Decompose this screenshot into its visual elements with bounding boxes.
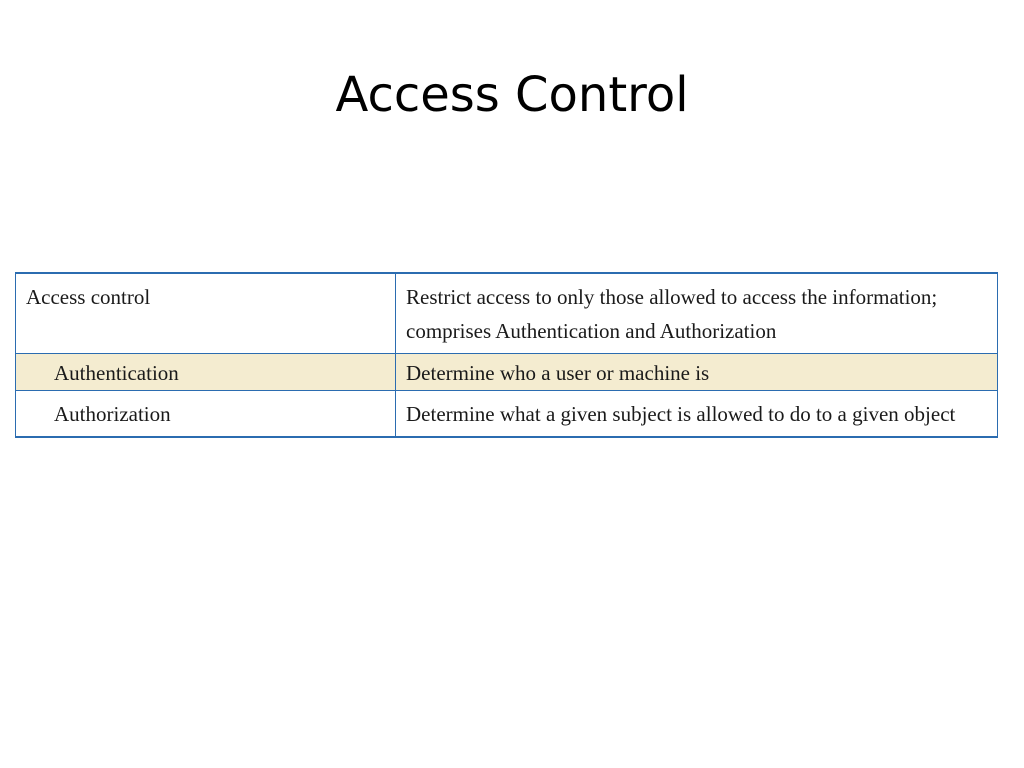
table-row	[16, 273, 998, 354]
definition-access-control: Restrict access to only those allowed to access the information; comprises Authentication and Authorization	[396, 273, 998, 354]
slide-title: Access Control	[335, 67, 689, 123]
definition-table	[15, 272, 998, 438]
term-authorization: Authorization	[16, 391, 396, 438]
table-row	[16, 391, 998, 438]
definition-authorization: Determine what a given subject is allowed to do to a given object	[396, 391, 998, 438]
term-authentication: Authentication	[16, 354, 396, 391]
table-row	[16, 354, 998, 391]
definition-authentication: Determine who a user or machine is	[396, 354, 998, 391]
term-access-control: Access control	[16, 273, 396, 354]
